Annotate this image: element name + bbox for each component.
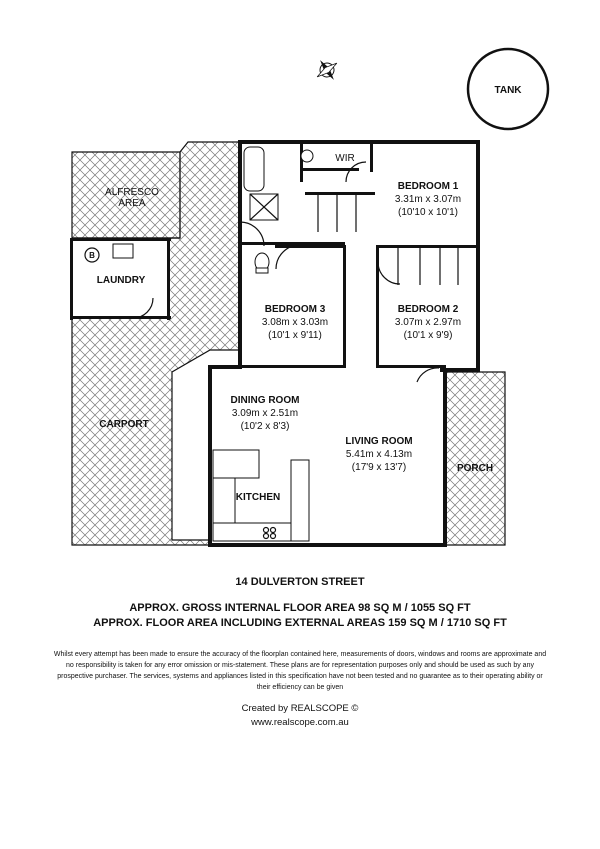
living-label: LIVING ROOM (345, 436, 413, 447)
tank-label: TANK (494, 85, 522, 96)
bedroom2-imperial: (10'1 x 9'9) (403, 330, 453, 341)
bedroom3-metric: 3.08m x 3.03m (261, 317, 329, 328)
bedroom1-imperial: (10'10 x 10'1) (398, 207, 458, 218)
living-imperial: (17'9 x 13'7) (351, 462, 407, 473)
created-by: Created by REALSCOPE © (241, 703, 359, 714)
external-floor-area: APPROX. FLOOR AREA INCLUDING EXTERNAL AREAS 159 SQ M / 1710 SQ FT (93, 617, 507, 629)
basin (301, 150, 313, 162)
bedroom2-label: BEDROOM 2 (397, 304, 459, 315)
wir-label: WIR (335, 153, 355, 164)
bedroom2-metric: 3.07m x 2.97m (394, 317, 462, 328)
bedroom1-metric: 3.31m x 3.07m (394, 194, 462, 205)
porch-label: PORCH (456, 463, 494, 474)
dining-label: DINING ROOM (230, 395, 300, 406)
bedroom3-imperial: (10'1 x 9'11) (268, 330, 322, 341)
kitchen-label: KITCHEN (235, 492, 281, 503)
bedroom1-label: BEDROOM 1 (397, 181, 459, 192)
kitchen-bench (213, 450, 259, 478)
laundry-sink (113, 244, 133, 258)
dining-metric: 3.09m x 2.51m (231, 408, 299, 419)
laundry-badge-label: B (89, 251, 95, 260)
laundry-label: LAUNDRY (96, 275, 146, 286)
bedroom3-label: BEDROOM 3 (264, 304, 326, 315)
porch-hatch (445, 372, 505, 545)
dining-imperial: (10'2 x 8'3) (240, 421, 290, 432)
living-metric: 5.41m x 4.13m (345, 449, 413, 460)
compass-icon (310, 53, 343, 86)
carport-label: CARPORT (99, 419, 149, 430)
alfresco-label: ALFRESCO (105, 187, 159, 198)
alfresco-label-2: AREA (118, 198, 146, 209)
bathtub (244, 147, 264, 191)
disclaimer: Whilst every attempt has been made to ensure the accuracy of the floorplan contained here, measurements of doors, windows and rooms are approximate and no responsibility is taken for any error omission or mis-statement. These plans are for representation purposes only and should be used as such by any prospective purchaser. The services, systems and appliances listed in this specification have not been tested and no guarantee as to their operating ability or their efficiency can be given (53, 651, 547, 691)
address: 14 DULVERTON STREET (235, 576, 365, 588)
gross-floor-area: APPROX. GROSS INTERNAL FLOOR AREA 98 SQ M / 1055 SQ FT (129, 602, 471, 614)
website-link[interactable]: www.realscope.com.au (251, 717, 349, 728)
